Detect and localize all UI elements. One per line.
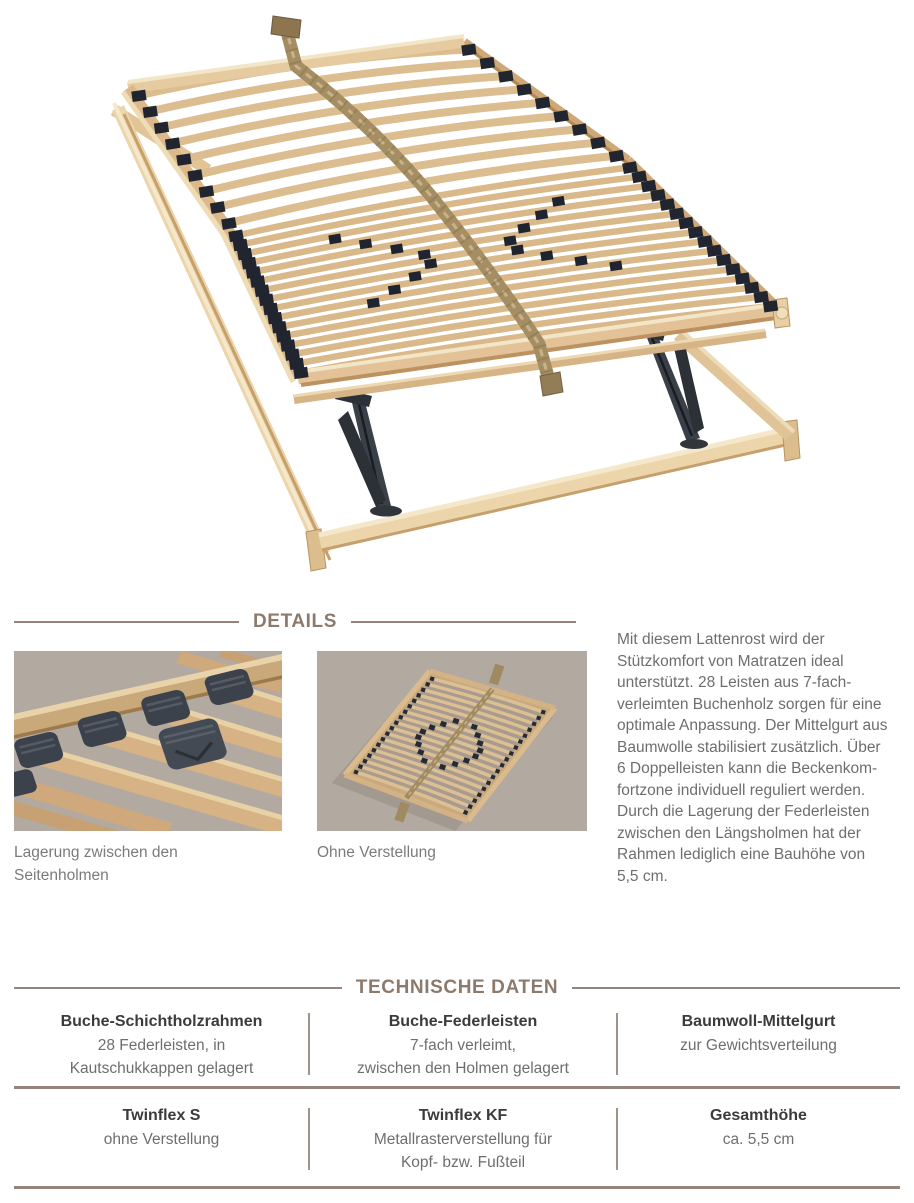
- text-line: 28 Federleisten, in: [97, 1036, 226, 1054]
- text-line: Mit diesem Lattenrost wird der: [617, 631, 825, 648]
- detail-caption-bearing: [14, 842, 178, 887]
- tech-cell-lines: [309, 1034, 617, 1081]
- product-description: [617, 629, 888, 887]
- column-divider: [308, 1108, 310, 1170]
- tech-cell-title: Twinflex KF: [418, 1107, 508, 1124]
- tech-cell-frame: [14, 1010, 309, 1081]
- text-line: Metallrasterverstellung für: [373, 1130, 553, 1148]
- tech-table-row-2: [14, 1104, 900, 1175]
- details-section-header: [14, 611, 576, 633]
- lattenrost-illustration: [88, 8, 828, 583]
- text-line: fortzone individuell reguliert werden.: [617, 781, 866, 799]
- tech-cell-lines: [309, 1128, 617, 1175]
- text-line: Stützkomfort von Matratzen ideal: [617, 652, 844, 670]
- table-rule: [14, 1186, 900, 1189]
- detail-photo-frame-flat: [317, 651, 587, 831]
- tech-cell-belt: [617, 1010, 900, 1081]
- tech-cell-twinflex-kf: [309, 1104, 617, 1175]
- product-photo-main: [88, 8, 828, 583]
- tech-heading: TECHNISCHE DATEN: [355, 977, 559, 998]
- header-line-left: [14, 987, 342, 990]
- tech-cell-lines: [14, 1128, 309, 1152]
- text-line: Kautschukkappen gelagert: [69, 1060, 254, 1077]
- text-line: ohne Verstellung: [103, 1130, 220, 1148]
- text-line: Lagerung zwischen den: [14, 844, 178, 861]
- tech-cell-twinflex-s: [14, 1104, 309, 1175]
- tech-cell-lines: [617, 1034, 900, 1058]
- text-line: unterstützt. 28 Leisten aus 7-fach-: [617, 674, 852, 691]
- text-line: zwischen den Längsholmen hat der: [617, 824, 861, 842]
- text-line: Rahmen lediglich eine Bauhöhe von: [617, 846, 866, 863]
- tech-cell-title: Buche-Schichtholzrahmen: [60, 1013, 263, 1030]
- column-divider: [616, 1108, 618, 1170]
- column-divider: [616, 1013, 618, 1075]
- detail-caption-frame: [317, 842, 436, 865]
- header-line-left: [14, 621, 239, 624]
- tech-cell-title: Buche-Federleisten: [388, 1013, 538, 1030]
- text-line: Durch die Lagerung der Federleisten: [617, 803, 870, 820]
- tech-cell-lines: [617, 1128, 900, 1152]
- slat-bearing-illustration: [14, 651, 282, 831]
- text-line: Kopf- bzw. Fußteil: [400, 1154, 526, 1171]
- column-divider: [308, 1013, 310, 1075]
- tech-section-header: [14, 977, 900, 999]
- text-line: 6 Doppelleisten kann die Beckenkom-: [617, 760, 878, 777]
- text-line: zur Gewichtsverteilung: [680, 1036, 837, 1054]
- header-line-right: [572, 987, 900, 990]
- detail-photo-slat-bearing: [14, 651, 282, 831]
- frame-flat-illustration: [317, 651, 587, 831]
- text-line: Baumwolle stabilisiert zusätzlich. Über: [617, 738, 881, 756]
- tech-cell-title: Baumwoll-Mittelgurt: [681, 1013, 836, 1030]
- text-line: 5,5 cm.: [617, 867, 668, 885]
- tech-cell-lines: [14, 1034, 309, 1081]
- text-line: zwischen den Holmen gelagert: [357, 1060, 569, 1077]
- text-line: verleimten Buchenholz sorgen für eine: [617, 695, 882, 713]
- text-line: optimale Anpassung. Der Mittelgurt aus: [617, 717, 888, 734]
- tech-cell-height: [617, 1104, 900, 1175]
- tech-table-row-1: [14, 1010, 900, 1081]
- tech-cell-slats: [309, 1010, 617, 1081]
- text-line: ca. 5,5 cm: [722, 1130, 795, 1148]
- details-heading: DETAILS: [252, 611, 338, 632]
- tech-cell-title: Twinflex S: [122, 1107, 201, 1124]
- text-line: Seitenholmen: [14, 866, 109, 884]
- text-line: 7-fach verleimt,: [410, 1036, 516, 1054]
- header-line-right: [351, 621, 576, 624]
- tech-cell-title: Gesamthöhe: [710, 1107, 807, 1124]
- table-rule: [14, 1086, 900, 1089]
- text-line: Ohne Verstellung: [317, 844, 436, 861]
